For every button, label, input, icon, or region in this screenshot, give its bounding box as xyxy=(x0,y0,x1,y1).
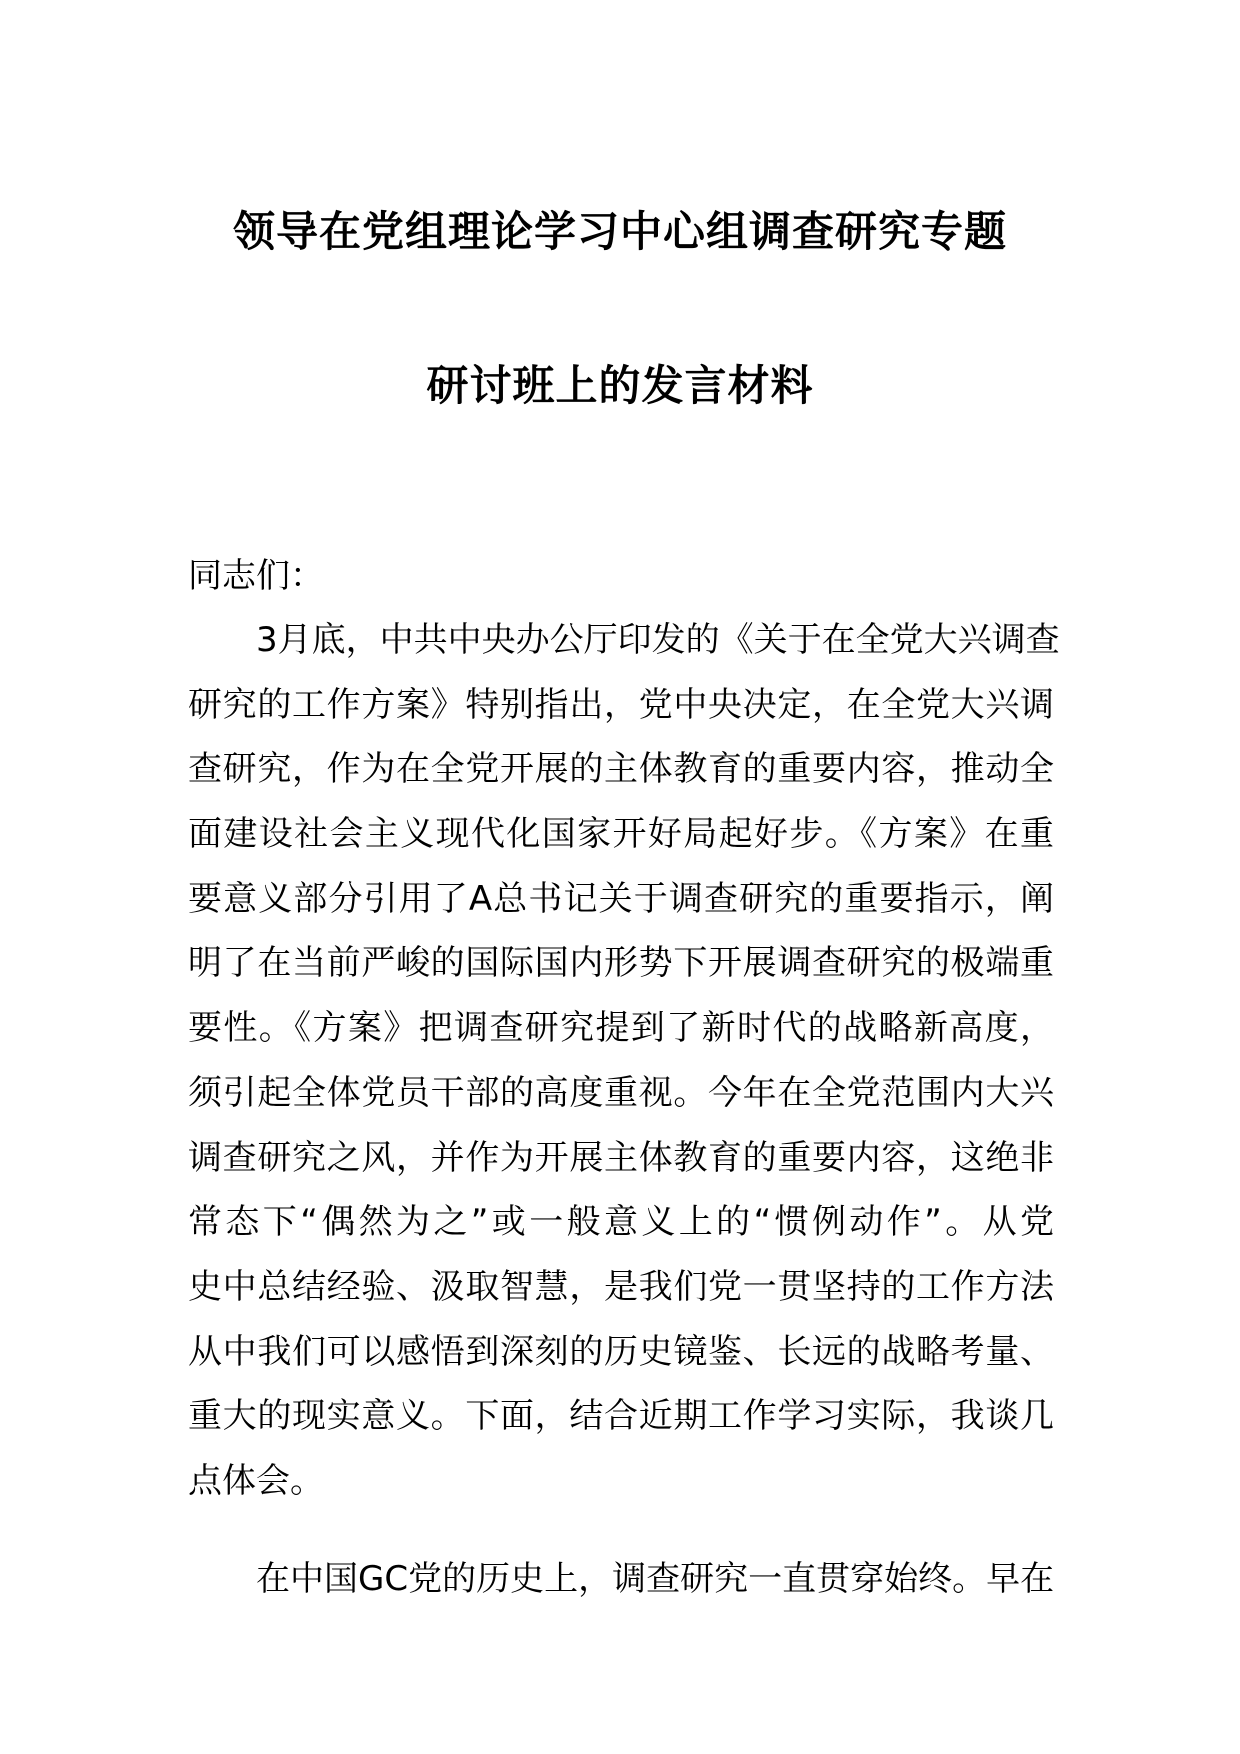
document-title-line-1: 领导在党组理论学习中心组调查研究专题 xyxy=(232,207,1007,256)
paragraph-line: 要意义部分引用了A总书记关于调查研究的重要指示，阐 xyxy=(188,878,1054,919)
paragraph-line: 调查研究之风，并作为开展主体教育的重要内容，这绝非 xyxy=(188,1137,1054,1178)
paragraph-line: 要性。《方案》把调查研究提到了新时代的战略新高度， xyxy=(188,1008,1054,1049)
paragraph-line: 须引起全体党员干部的高度重视。今年在全党范围内大兴 xyxy=(188,1072,1054,1113)
paragraph-line: 从中我们可以感悟到深刻的历史镜鉴、长远的战略考量、 xyxy=(188,1331,1054,1372)
paragraph-line: 在中国GC党的历史上，调查研究一直贯穿始终。早在 xyxy=(256,1559,1055,1599)
paragraph-line: 常态下“偶然为之”或一般意义上的“惯例动作”。从党 xyxy=(188,1202,1054,1243)
paragraph-1 xyxy=(188,608,1060,1514)
paragraph-line: 明了在当前严峻的国际国内形势下开展调查研究的极端重 xyxy=(188,943,1054,984)
paragraph-line: 点体会。 xyxy=(188,1460,324,1501)
paragraph-line: 3月底，中共中央办公厅印发的《关于在全党大兴调查 xyxy=(256,620,1060,660)
paragraph-line: 面建设社会主义现代化国家开好局起好步。《方案》在重 xyxy=(188,814,1054,855)
paragraph-2 xyxy=(188,1547,1054,1612)
paragraph-line: 重大的现实意义。下面，结合近期工作学习实际，我谈几 xyxy=(188,1396,1054,1437)
paragraph-line: 史中总结经验、汲取智慧，是我们党一贯坚持的工作方法 xyxy=(188,1266,1054,1307)
document-title-line-2: 研讨班上的发言材料 xyxy=(426,361,814,410)
paragraph-line: 研究的工作方案》特别指出，党中央决定，在全党大兴调 xyxy=(188,684,1054,725)
greeting: 同志们： xyxy=(188,556,324,596)
paragraph-line: 查研究，作为在全党开展的主体教育的重要内容，推动全 xyxy=(188,749,1054,790)
